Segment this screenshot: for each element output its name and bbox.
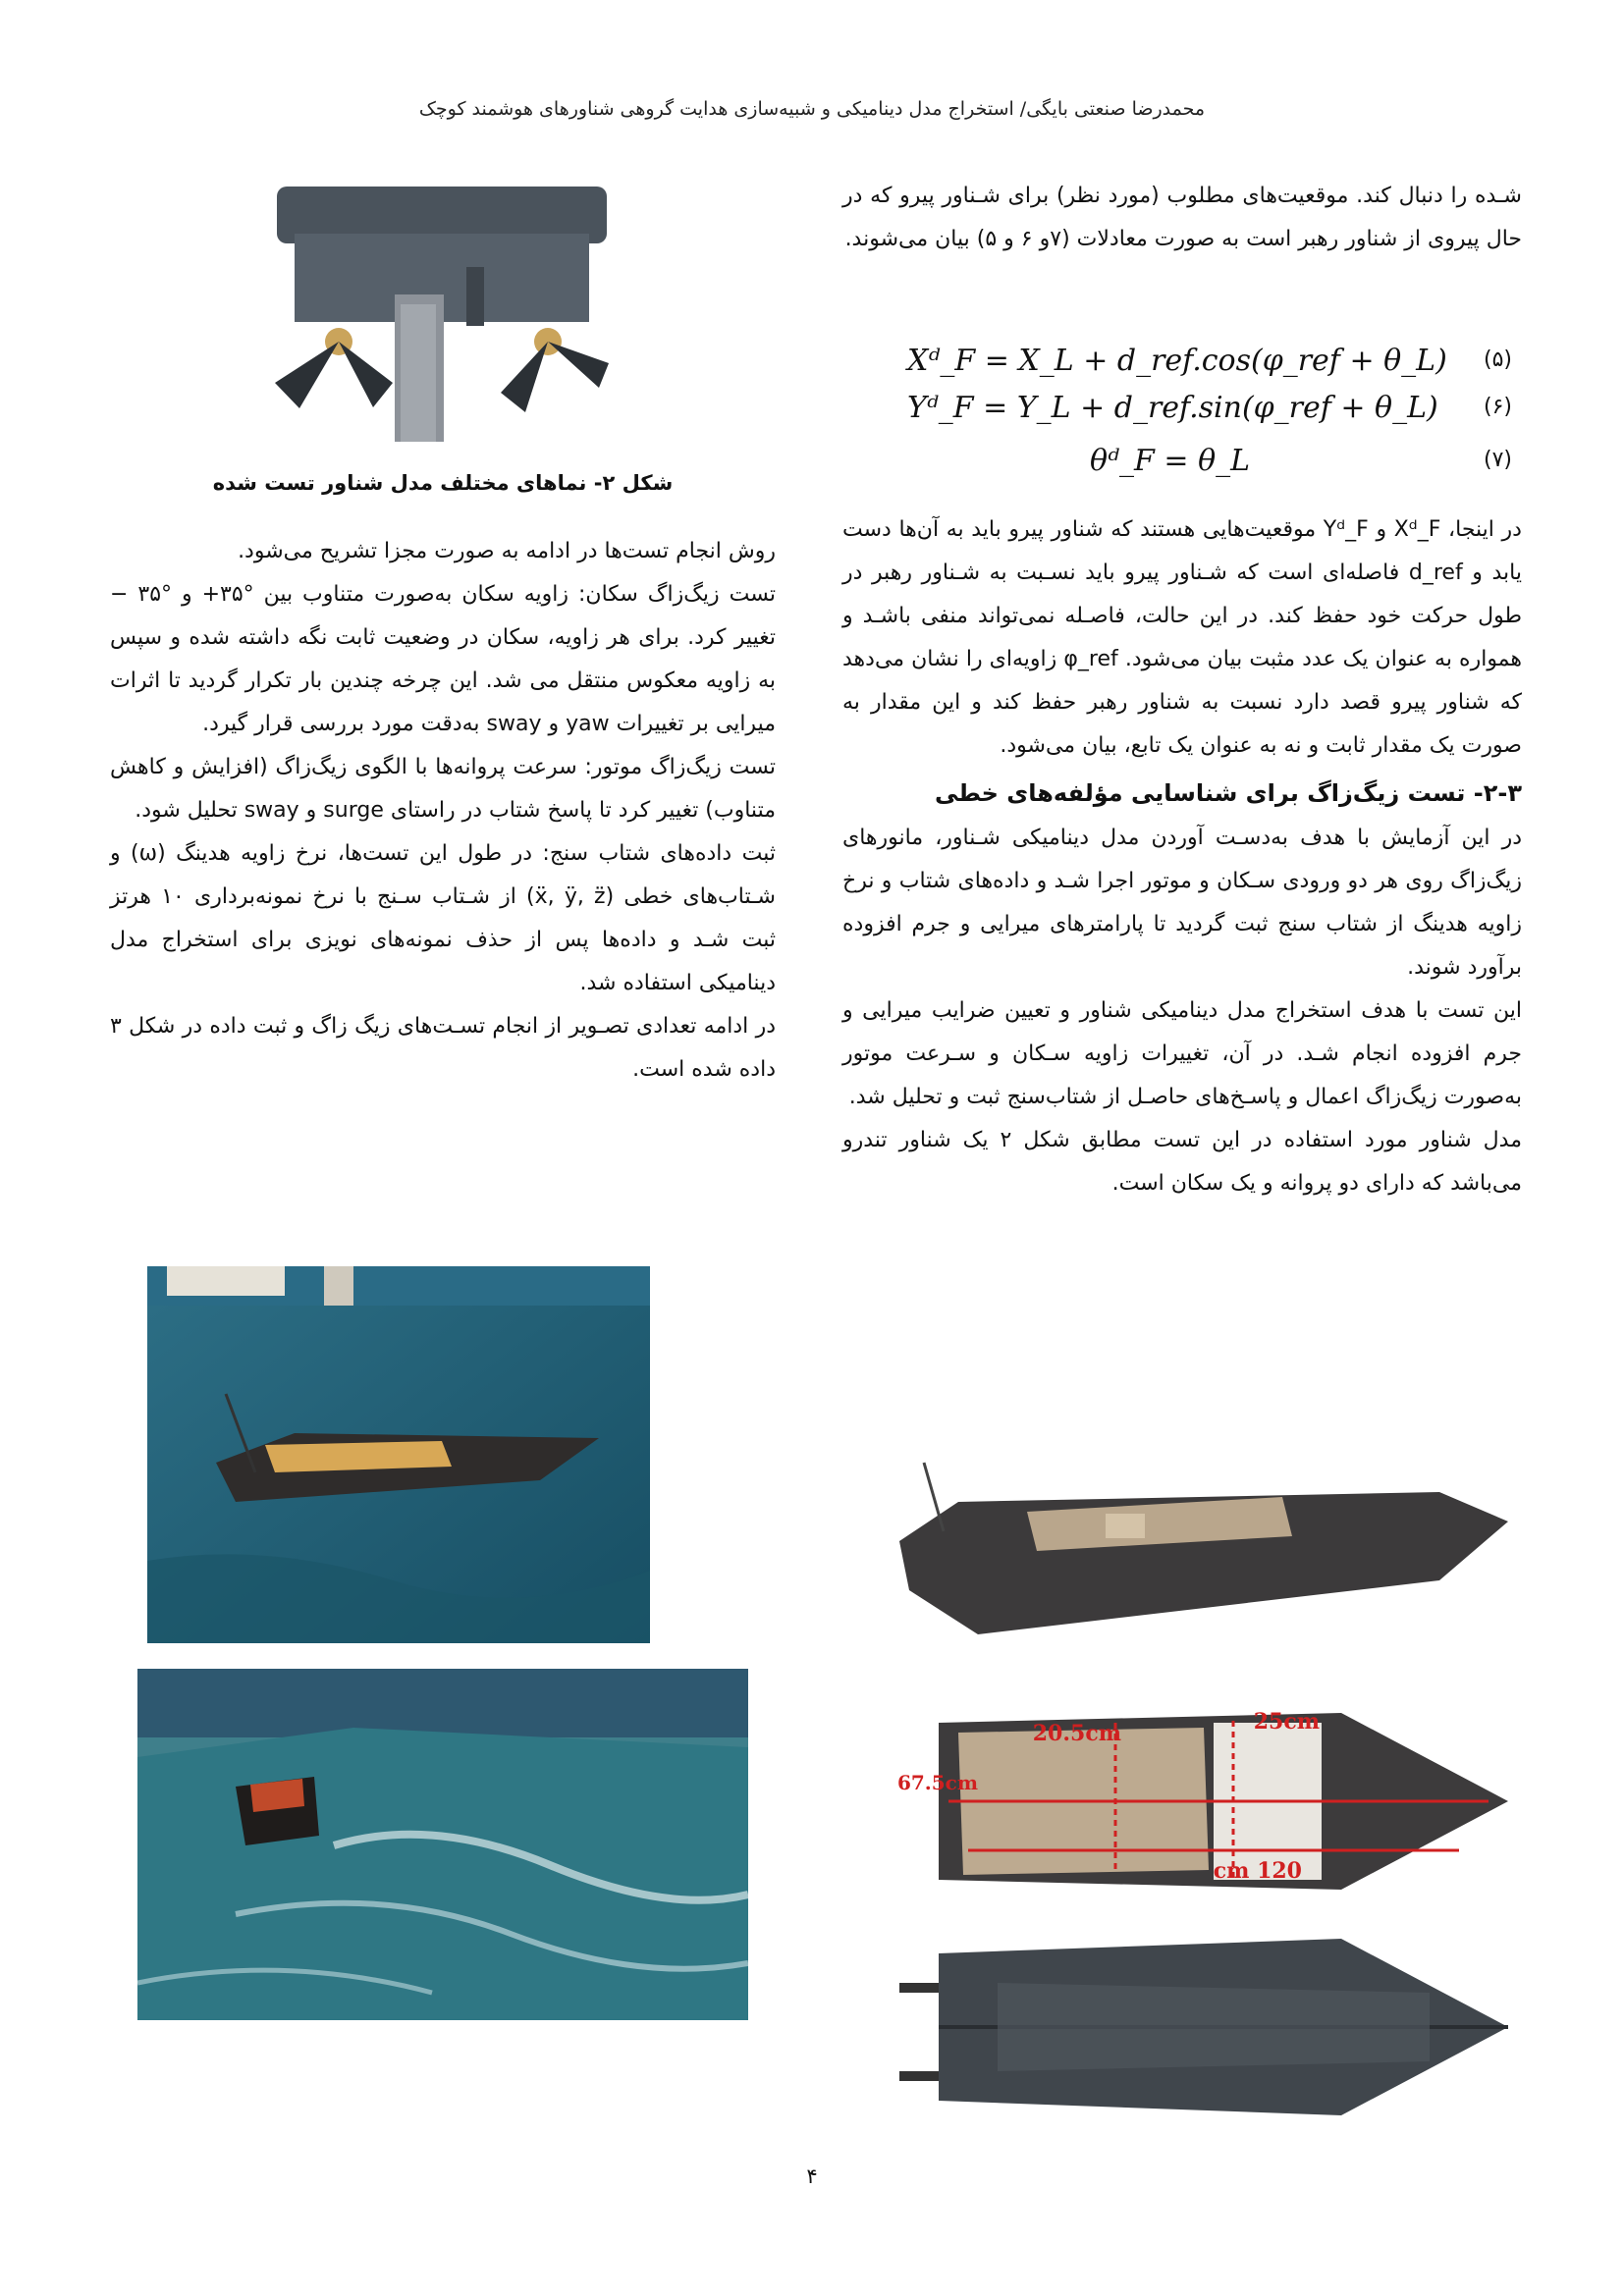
paragraph: در اینجا، Xᵈ_F و Yᵈ_F موقعیت‌هایی هستند که شناور پیرو باید به آن‌ها دست یابد و d_ref فاصله‌ای است که شـناور پیرو باید نسـبت به شـناور رهبر در طول حرکت خود حفظ کند. در این حالت، فاصـله نمی‌تواند منفی باشـد و همواره به عنوان یک عدد مثبت بیان می‌شود. φ_ref زاویه‌ای را نشان می‌دهد که شناور پیرو قصد دارد نسبت به شناور رهبر حفظ کند و این مقدار به صورت یک مقدار ثابت و نه به عنوان یک تابع، بیان می‌شود. (842, 517, 1523, 758)
tank-test-photo-2 (137, 1669, 748, 2020)
dimension-label-length: 120 cm (1213, 1858, 1302, 1884)
running-header: محمدرضا صنعتی بایگی/ استخراج مدل دینامیکی و شبیه‌سازی هدایت گروهی شناورهای هوشمند کوچک (418, 98, 1206, 120)
paragraph: تست زیگ‌زاگ سکان: زاویه سکان به‌صورت متناوب بین °۳۵+ و °۳۵ − تغییر کرد. برای هر زاویه، سکان در وضعیت ثابت نگه داشته شده و سپس به زاویه معکوس منتقل می شد. این چرخه چندین بار تکرار گردید تا اثرات میرایی بر تغییرات yaw و sway به‌دقت مورد بررسی قرار گیرد. (110, 582, 776, 736)
section-title: ۲-۳- تست زیگ‌زاگ برای شناسایی مؤلفه‌های خطی (934, 779, 1522, 807)
equation-expression: Yᵈ_F = Y_L + d_ref.sin(φ_ref + θ_L) (907, 391, 1438, 425)
figure-caption: شکل ۲- نماهای مختلف مدل شناور تست شده (212, 471, 674, 495)
paragraph: مدل شناور مورد استفاده در این تست مطابق شکل ۲ یک شناور تندرو می‌باشد که دارای دو پروانه و یک سکان است. (842, 1128, 1522, 1196)
equation-expression: θᵈ_F = θ_L (1090, 444, 1251, 478)
left-column (110, 530, 776, 1092)
equation-number: (۵) (1483, 347, 1512, 372)
equation-7 (884, 444, 1512, 489)
dimension-label-partial: 67.5cm (896, 1771, 978, 1794)
paragraph: این تست با هدف استخراج مدل دینامیکی شناور و تعیین ضرایب میرایی و جرم افزوده انجام شـد. در آن، تغییرات زاویه سـکان و سـرعت موتور به‌صورت زیگ‌زاگ اعمال و پاسـخ‌های حاصـل از شتاب‌سنج ثبت و تحلیل شد. (842, 998, 1522, 1109)
boat-top-dimension-photo (880, 1703, 1518, 1899)
paragraph: در ادامه تعدادی تصـویر از انجام تسـت‌های زیگ زاگ و ثبت داده در شکل ۳ داده شده است. (110, 1014, 776, 1082)
page-number: ۴ (806, 2164, 818, 2188)
boat-bottom-photo (880, 1924, 1518, 2130)
equation-5 (884, 344, 1512, 389)
paragraph: تست زیگ‌زاگ موتور: سرعت پروانه‌ها با الگوی زیگ‌زاگ (افزایش و کاهش متناوب) تغییر کرد تا پاسخ شتاب در راستای surge و sway تحلیل شود. (110, 755, 776, 823)
paragraph: شـده را دنبال کند. موقعیت‌های مطلوب (مورد نظر) برای شـناور پیرو که در حال پیروی از شناور رهبر است به صورت معادلات (۷و ۶ و ۵) بیان می‌شوند. (842, 184, 1522, 251)
tank-test-photo-1 (147, 1266, 650, 1643)
equation-6 (884, 391, 1512, 436)
right-column-body (842, 508, 1522, 1205)
paragraph: روش انجام تست‌ها در ادامه به صورت مجزا تشریح می‌شود. (238, 539, 776, 563)
propeller-photo (255, 177, 628, 444)
equation-expression: Xᵈ_F = X_L + d_ref.cos(φ_ref + θ_L) (907, 344, 1447, 378)
right-column (842, 175, 1522, 261)
paragraph: ثبت داده‌های شتاب سنج: در طول این تست‌ها، نرخ زاویه هدینگ (ω) و شـتاب‌های خطی (ẍ, ÿ, z̈) از شـتاب سـنج با نرخ نمونه‌برداری ۱۰ هرتز ثبت شـد و داده‌ها پس از حذف نمونه‌های نویزی برای استخراج مدل دینامیکی استفاده شد. (110, 841, 776, 995)
paragraph: در این آزمایش با هدف به‌دسـت آوردن مدل دینامیکی شـناور، مانورهای زیگ‌زاگ روی هر دو ورودی سـکان و موتور اجرا شـد و داده‌های شتاب و نرخ زاویه هدینگ از شتاب سنج ثبت گردید تا پارامترهای میرایی و جرم افزوده برآورد شوند. (842, 826, 1522, 980)
dimension-label-width: 20.5cm (1032, 1721, 1121, 1746)
equation-number: (۷) (1483, 448, 1512, 472)
equation-number: (۶) (1483, 395, 1512, 419)
boat-side-photo (890, 1443, 1518, 1649)
dimension-label-beam: 25cm (1253, 1709, 1320, 1735)
